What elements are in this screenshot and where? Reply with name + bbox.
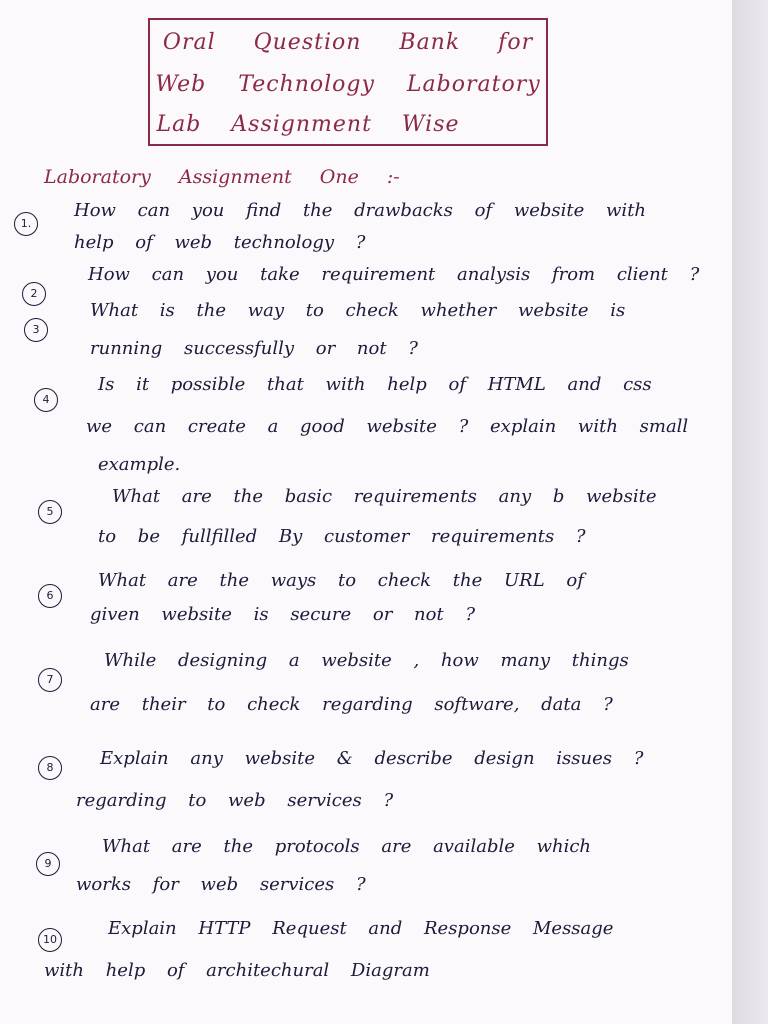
question-number-6: 6 [38,584,62,608]
question-number-8: 8 [38,756,62,780]
question-number-3: 3 [24,318,48,342]
question-number-9: 9 [36,852,60,876]
question-number-2: 2 [22,282,46,306]
question-8-line-2: regarding to web services ? [76,790,394,811]
question-4-line-1: Is it possible that with help of HTML and css [98,374,652,395]
title-line-3: Lab Assignment Wise [156,112,460,137]
question-5-line-1: What are the basic requirements any b website [112,486,657,507]
question-7-line-1: While designing a website , how many things [104,650,629,671]
question-10-line-1: Explain HTTP Request and Response Message [108,918,614,939]
question-number-5: 5 [38,500,62,524]
question-number-4: 4 [34,388,58,412]
question-4-line-2: we can create a good website ? explain with small [86,416,689,437]
question-number-10: 10 [38,928,62,952]
title-line-1: Oral Question Bank for [162,30,534,55]
question-10-line-2: with help of architechural Diagram [44,960,430,981]
section-header: Laboratory Assignment One :- [44,166,400,188]
title-line-2: Web Technology Laboratory [155,72,541,97]
question-1-line-2: help of web technology ? [74,232,366,253]
question-7-line-2: are their to check regarding software, data ? [90,694,613,715]
question-3-line-1: What is the way to check whether website is [90,300,626,321]
title-box [148,18,548,146]
question-6-line-1: What are the ways to check the URL of [98,570,584,591]
question-1-line-1: How can you find the drawbacks of website with [74,200,647,221]
question-6-line-2: given website is secure or not ? [90,604,476,625]
question-2-line-1: How can you take requirement analysis from client ? [88,264,700,285]
question-8-line-1: Explain any website & describe design issues ? [100,748,644,769]
question-9-line-2: works for web services ? [76,874,366,895]
question-5-line-2: to be fullfilled By customer requirements ? [98,526,586,547]
question-4-line-3: example. [98,454,181,475]
question-number-7: 7 [38,668,62,692]
question-9-line-1: What are the protocols are available which [102,836,592,857]
question-3-line-2: running successfully or not ? [90,338,418,359]
question-number-1: 1. [14,212,38,236]
page-edge-shadow [732,0,768,1024]
